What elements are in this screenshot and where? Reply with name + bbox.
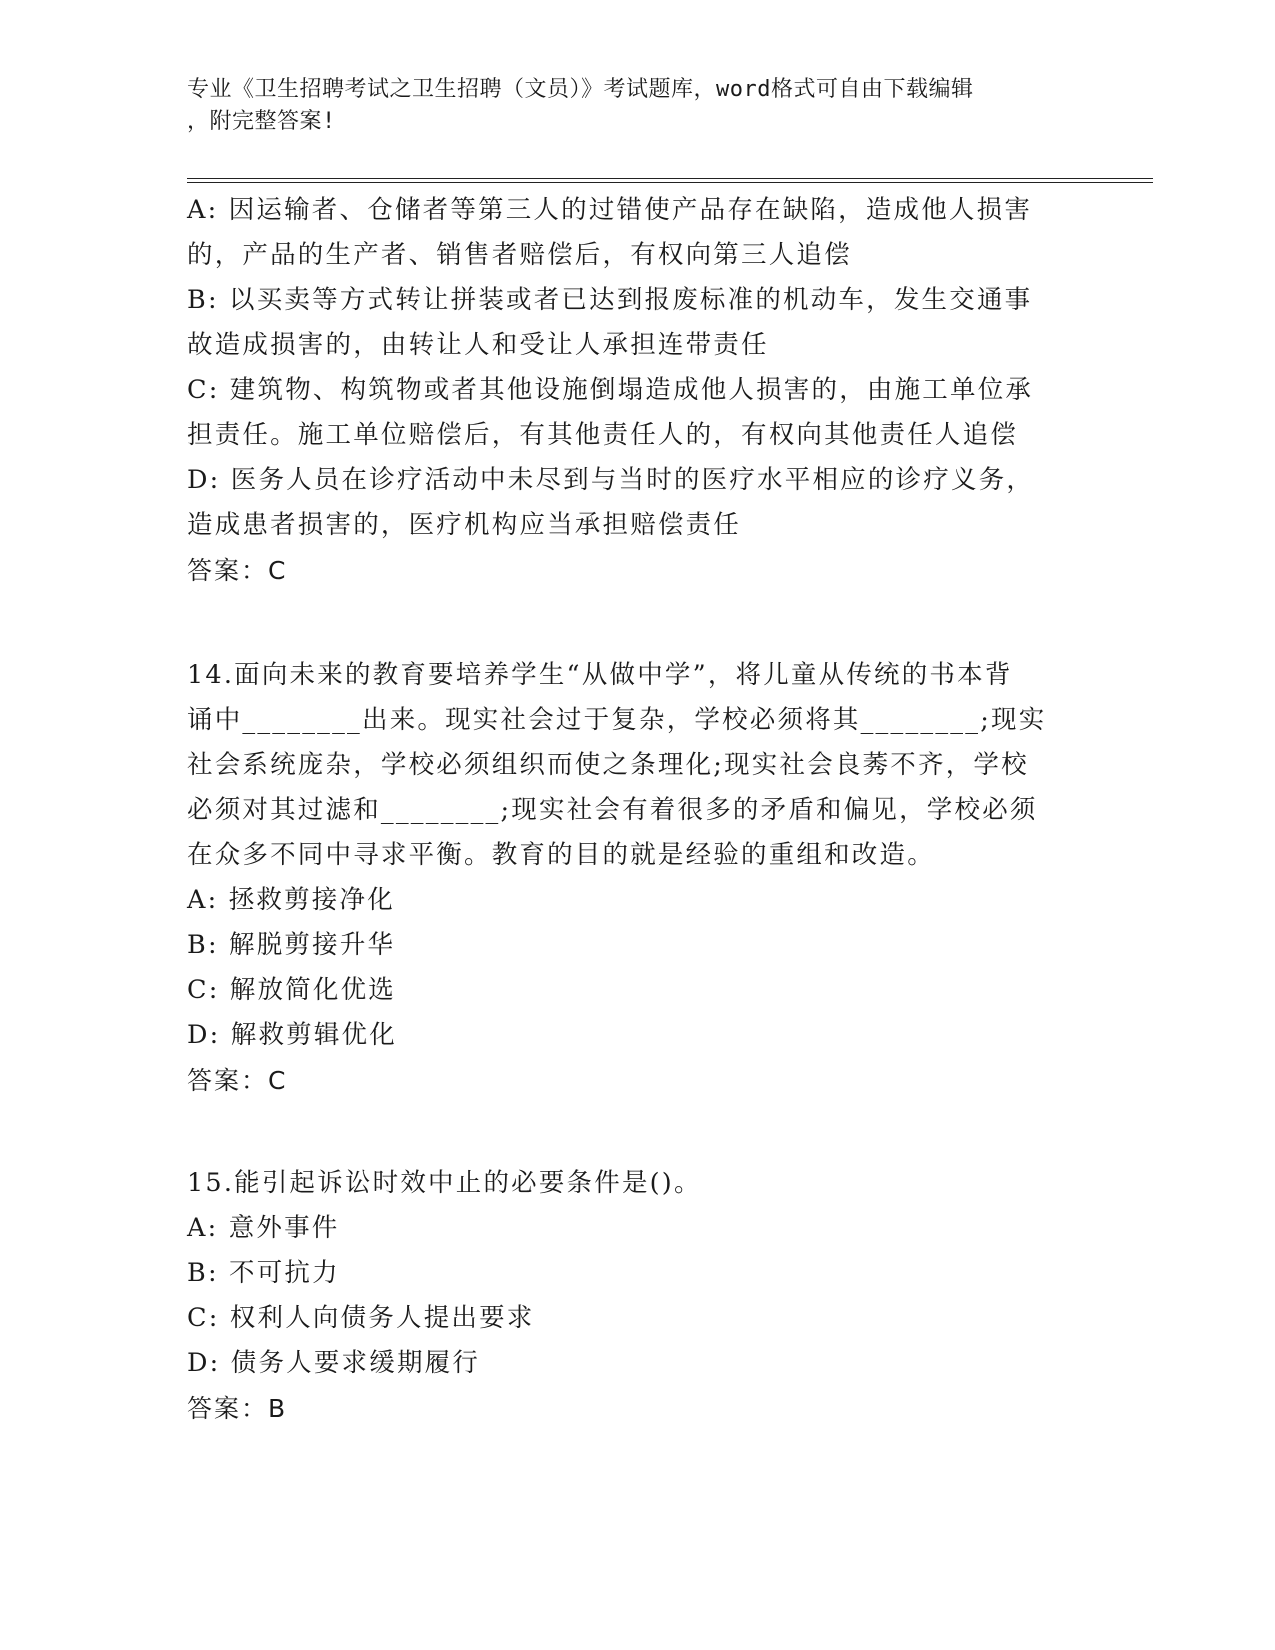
option-b: B: 解脱剪接升华 bbox=[187, 930, 396, 960]
page-header bbox=[187, 74, 1067, 138]
option-d-line-1: D: 医务人员在诊疗活动中未尽到与当时的医疗水平相应的诊疗义务， bbox=[187, 465, 1035, 495]
question-14-answer: 答案：C bbox=[187, 1066, 288, 1095]
question-14-stem-line-3: 社会系统庞杂，学校必须组织而使之条理化;现实社会良莠不齐，学校 bbox=[187, 750, 1029, 780]
option-d-line-2: 造成患者损害的，医疗机构应当承担赔偿责任 bbox=[187, 510, 742, 540]
spacer bbox=[187, 1103, 1067, 1161]
question-14-stem-line-5: 在众多不同中寻求平衡。教育的目的就是经验的重组和改造。 bbox=[187, 840, 935, 870]
option-d: D: 解救剪辑优化 bbox=[187, 1020, 397, 1050]
option-a-line-2: 的，产品的生产者、销售者赔偿后，有权向第三人追偿 bbox=[187, 240, 852, 270]
question-15-answer: 答案：B bbox=[187, 1394, 288, 1423]
header-title-continuation: ，附完整答案! bbox=[187, 109, 336, 134]
option-b: B: 不可抗力 bbox=[187, 1258, 340, 1288]
option-a-line-1: A: 因运输者、仓储者等第三人的过错使产品存在缺陷，造成他人损害 bbox=[187, 195, 1033, 225]
question-14-stem-line-2: 诵中________出来。现实社会过于复杂，学校必须将其________;现实 bbox=[187, 705, 1047, 735]
question-content bbox=[187, 188, 1067, 1431]
question-15-stem: 15.能引起诉讼时效中止的必要条件是()。 bbox=[187, 1168, 702, 1198]
option-c: C: 权利人向债务人提出要求 bbox=[187, 1303, 535, 1333]
spacer bbox=[187, 593, 1067, 653]
header-title-line: 专业《卫生招聘考试之卫生招聘（文员）》考试题库，word格式可自由下载编辑 bbox=[187, 77, 974, 102]
option-b-line-1: B: 以买卖等方式转让拼装或者已达到报废标准的机动车，发生交通事 bbox=[187, 285, 1033, 315]
option-c-line-2: 担责任。施工单位赔偿后，有其他责任人的，有权向其他责任人追偿 bbox=[187, 420, 1019, 450]
question-14 bbox=[187, 653, 1067, 1058]
question-13-options bbox=[187, 188, 1067, 548]
question-14-stem-line-1: 14.面向未来的教育要培养学生“从做中学”，将儿童从传统的书本背 bbox=[187, 660, 1013, 690]
option-b-line-2: 故造成损害的，由转让人和受让人承担连带责任 bbox=[187, 330, 769, 360]
question-14-stem-line-4: 必须对其过滤和________;现实社会有着很多的矛盾和偏见，学校必须 bbox=[187, 795, 1038, 825]
question-13-answer: 答案：C bbox=[187, 556, 288, 585]
option-a: A: 拯救剪接净化 bbox=[187, 885, 395, 915]
option-c-line-1: C: 建筑物、构筑物或者其他设施倒塌造成他人损害的，由施工单位承 bbox=[187, 375, 1034, 405]
option-a: A: 意外事件 bbox=[187, 1213, 340, 1243]
header-divider bbox=[187, 178, 1153, 183]
option-d: D: 债务人要求缓期履行 bbox=[187, 1348, 481, 1378]
option-c: C: 解放简化优选 bbox=[187, 975, 397, 1005]
question-15 bbox=[187, 1161, 1067, 1386]
